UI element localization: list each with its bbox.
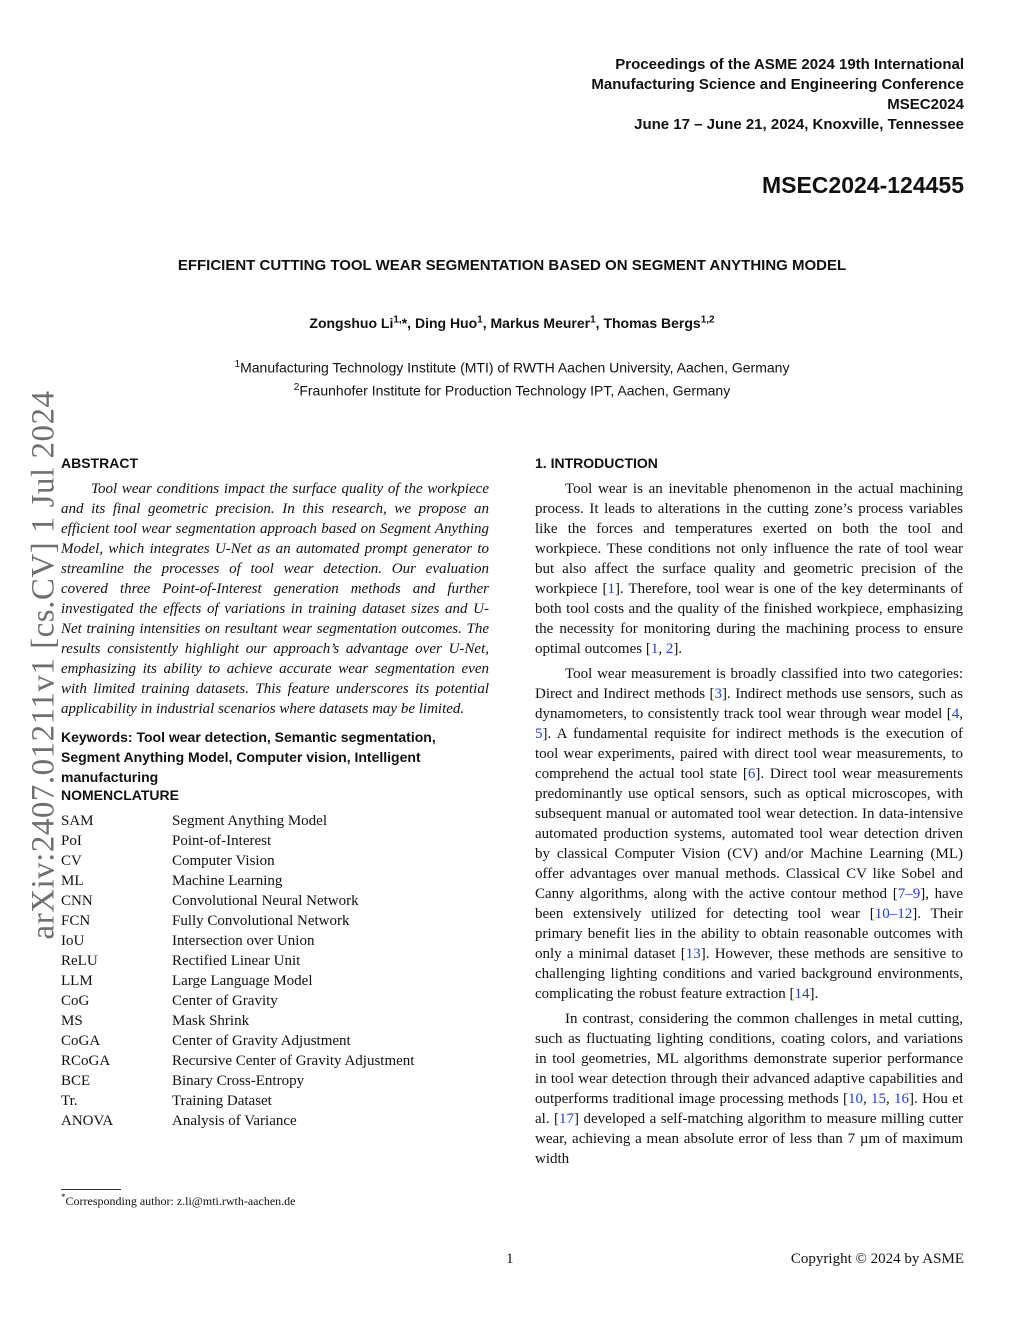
nomenclature-abbreviation: FCN — [61, 913, 91, 929]
nomenclature-row — [61, 851, 414, 871]
nomenclature-row — [61, 1031, 414, 1051]
nomenclature-definition: Center of Gravity Adjustment — [172, 1033, 351, 1049]
nomenclature-definition: Analysis of Variance — [172, 1113, 297, 1129]
paragraph-text: ], have been extensively utilized for detecting tool wear [ — [535, 886, 963, 922]
corresponding-author-footnote — [61, 1192, 296, 1209]
author-affiliation-mark: 1 — [590, 314, 596, 325]
introduction-paragraph — [535, 479, 963, 659]
nomenclature-row — [61, 971, 414, 991]
author-name: Markus Meurer — [490, 314, 591, 331]
author-affiliation-mark: 1 — [477, 314, 483, 325]
nomenclature-definition: Point-of-Interest — [172, 833, 272, 849]
paragraph-text: ]. — [673, 641, 683, 657]
nomenclature-row — [61, 991, 414, 1011]
nomenclature-heading: NOMENCLATURE — [61, 787, 179, 803]
citation-link[interactable]: 5 — [535, 726, 543, 742]
nomenclature-row — [61, 811, 414, 831]
paragraph-text: ]. Indirect methods use sensors, such as dynamometers, to consistently track tool wear through wear model [ — [535, 686, 963, 722]
paragraph-text: , — [959, 706, 963, 722]
paragraph-text: In contrast, considering the common challenges in metal cutting, such as fluctuating lighting conditions, coating colors, and variations in tool geometries, ML algorithms demonstrate superior performance in tool wear detection through their advanced adaptive capabilities and outperforms traditional image processing methods [ — [535, 1011, 963, 1107]
affiliation-list — [0, 355, 1024, 400]
author-affiliation-mark: 1, — [393, 314, 402, 325]
introduction-heading: 1. INTRODUCTION — [535, 455, 658, 471]
author — [309, 315, 415, 331]
paragraph-text: Tool wear measurement is broadly classified into two categories: Direct and Indirect methods [ — [535, 666, 963, 702]
nomenclature-definition: Large Language Model — [172, 973, 313, 989]
author — [603, 315, 714, 331]
proceedings-line: MSEC2024 — [887, 96, 964, 113]
affiliation-mark: 2 — [293, 381, 300, 393]
arxiv-id-text: arXiv:2407.01211v1 [cs.CV] 1 Jul 2024 — [25, 390, 62, 940]
paper-title: EFFICIENT CUTTING TOOL WEAR SEGMENTATION BASED ON SEGMENT ANYTHING MODEL — [177, 257, 847, 274]
citation-link[interactable]: 4 — [951, 706, 960, 722]
nomenclature-row — [61, 951, 414, 971]
nomenclature-definition: Intersection over Union — [172, 933, 315, 949]
author-name: Ding Huo — [414, 314, 478, 331]
author-name: Thomas Bergs — [603, 314, 701, 331]
author-affiliation-mark: 1,2 — [700, 314, 715, 325]
abstract-text: Tool wear conditions impact the surface quality of the workpiece and its final geometric precision. In this research, we propose an efficient tool wear segmentation approach based on Segment Anything Model, which integrates U-Net as an automated prompt generator to streamline the processes of tool wear detection. Our evaluation covered three Point-of-Interest generation methods and further investigated the effects of variations in training dataset sizes and U-Net training intensities on resultant wear segmentation outcomes. The results consistently highlight our approach’s advantage over U-Net, emphasizing its ability to achieve accurate wear segmentation even with limited training datasets. This feature underscores its potential applicability in industrial scenarios where datasets may be limited. — [61, 481, 489, 717]
nomenclature-abbreviation: CV — [61, 853, 82, 869]
affiliation-text: Manufacturing Technology Institute (MTI) of RWTH Aachen University, Aachen, Germany — [240, 359, 790, 376]
nomenclature-definition: Binary Cross-Entropy — [172, 1073, 305, 1089]
paragraph-text: ]. Hou et al. [ — [535, 1091, 964, 1127]
citation-link[interactable]: 2 — [665, 641, 674, 657]
nomenclature-row — [61, 931, 414, 951]
nomenclature-row — [61, 891, 414, 911]
nomenclature-abbreviation: CoGA — [61, 1033, 101, 1049]
nomenclature-row — [61, 1111, 414, 1131]
proceedings-header — [591, 55, 964, 135]
nomenclature-row — [61, 911, 414, 931]
nomenclature-definition: Fully Convolutional Network — [172, 913, 350, 929]
copyright-notice: Copyright © 2024 by ASME — [790, 1251, 964, 1267]
author-list — [0, 314, 1024, 331]
citation-link[interactable]: 1 — [607, 581, 615, 597]
nomenclature-abbreviation: PoI — [61, 833, 82, 849]
nomenclature-definition: Computer Vision — [172, 853, 275, 869]
nomenclature-table — [61, 811, 414, 1131]
paragraph-text: , — [658, 641, 666, 657]
nomenclature-definition: Segment Anything Model — [172, 813, 327, 829]
nomenclature-abbreviation: ML — [61, 873, 84, 889]
citation-link[interactable]: 7–9 — [897, 886, 921, 902]
nomenclature-abbreviation: LLM — [61, 973, 93, 989]
paragraph-text: ]. Direct tool wear measurements predominantly use optical sensors, such as optical microscopes, with subsequent manual or automated tool wear detection. In data-intensive automated production systems, automated tool wear detection driven by classical Computer Vision (CV) and/or Machine Learning (ML) offer advantages over manual methods. Classical CV like Sobel and Canny algorithms, along with the active contour method [ — [535, 766, 963, 902]
nomenclature-definition: Training Dataset — [172, 1093, 272, 1109]
paragraph-text: , — [886, 1091, 895, 1107]
author-separator: , — [595, 314, 604, 331]
nomenclature-abbreviation: Tr. — [61, 1093, 78, 1109]
nomenclature-definition: Rectified Linear Unit — [172, 953, 301, 969]
citation-link[interactable]: 6 — [747, 766, 756, 782]
abstract-heading: ABSTRACT — [61, 455, 138, 471]
nomenclature-definition: Mask Shrink — [172, 1013, 250, 1029]
paper-id: MSEC2024-124455 — [761, 172, 964, 198]
nomenclature-abbreviation: BCE — [61, 1073, 91, 1089]
paragraph-text: ] developed a self-matching algorithm to measure milling cutter wear, achieving a mean absolute error of less than 7 µm of maximum width — [535, 1111, 963, 1167]
citation-link[interactable]: 14 — [794, 986, 810, 1002]
citation-link[interactable]: 16 — [894, 1091, 910, 1107]
nomenclature-definition: Recursive Center of Gravity Adjustment — [172, 1053, 415, 1069]
paragraph-text: , — [862, 1091, 872, 1107]
page-number: 1 — [506, 1251, 514, 1267]
paragraph-text: ]. Therefore, tool wear is one of the key determinants of both tool costs and the quality of the finished workpiece, emphasizing the necessity for monitoring during the machining process to ensure optimal outcomes [ — [535, 581, 964, 657]
paragraph-text: ]. — [809, 986, 819, 1002]
left-column — [61, 455, 489, 1131]
nomenclature-abbreviation: RCoGA — [61, 1053, 111, 1069]
keywords: Keywords: Tool wear detection, Semantic segmentation, Segment Anything Model, Computer vision, Intelligent manufacturing — [61, 729, 436, 785]
nomenclature-abbreviation: MS — [61, 1013, 83, 1029]
nomenclature-definition: Machine Learning — [172, 873, 283, 889]
nomenclature-abbreviation: ReLU — [61, 953, 98, 969]
proceedings-line: Manufacturing Science and Engineering Conference — [591, 76, 964, 93]
nomenclature-definition: Convolutional Neural Network — [172, 893, 359, 909]
citation-link[interactable]: 17 — [559, 1111, 575, 1127]
nomenclature-abbreviation: CoG — [61, 993, 90, 1009]
proceedings-line: Proceedings of the ASME 2024 19th International — [615, 56, 964, 73]
affiliation-mark: 1 — [234, 359, 241, 370]
paragraph-text: ]. Their primary benefit lies in the ability to obtain reasonable outcomes with only a minimal dataset [ — [535, 906, 963, 962]
nomenclature-row — [61, 871, 414, 891]
author-separator: , — [482, 314, 491, 331]
nomenclature-row — [61, 1051, 414, 1071]
author-separator: , — [407, 314, 415, 331]
nomenclature-abbreviation: ANOVA — [61, 1113, 114, 1129]
footnote-divider — [61, 1189, 121, 1190]
nomenclature-row — [61, 1091, 414, 1111]
nomenclature-row — [61, 831, 414, 851]
introduction-body — [535, 479, 963, 1169]
nomenclature-row — [61, 1011, 414, 1031]
footnote-text: Corresponding author: z.li@mti.rwth-aachen.de — [65, 1194, 296, 1208]
citation-link[interactable]: 10 — [847, 1091, 863, 1107]
paragraph-text: ]. However, these methods are sensitive to challenging lighting conditions and varied background environments, complicating the robust feature extraction [ — [535, 946, 963, 1002]
introduction-paragraph — [535, 1009, 963, 1169]
citation-link[interactable]: 10–12 — [874, 906, 913, 922]
affiliation — [0, 355, 1024, 378]
affiliation-text: Fraunhofer Institute for Production Technology IPT, Aachen, Germany — [299, 382, 731, 399]
nomenclature-abbreviation: IoU — [61, 933, 85, 949]
citation-link[interactable]: 3 — [714, 686, 723, 702]
right-column — [535, 455, 963, 1174]
footnote-mark: * — [61, 1192, 66, 1202]
nomenclature-abbreviation: SAM — [61, 813, 94, 829]
author — [415, 315, 491, 331]
affiliation — [0, 378, 1024, 401]
introduction-paragraph — [535, 664, 963, 1004]
citation-link[interactable]: 13 — [685, 946, 701, 962]
nomenclature-abbreviation: CNN — [61, 893, 93, 909]
author-name: Zongshuo Li — [309, 314, 394, 331]
nomenclature-row — [61, 1071, 414, 1091]
citation-link[interactable]: 15 — [871, 1091, 887, 1107]
proceedings-line: June 17 – June 21, 2024, Knoxville, Tennessee — [634, 116, 964, 133]
author — [491, 315, 604, 331]
citation-link[interactable]: 1 — [650, 641, 659, 657]
corresponding-mark: * — [401, 314, 408, 331]
paragraph-text: Tool wear is an inevitable phenomenon in the actual machining process. It leads to alterations in the cutting zone’s process variables like the forces and temperatures exerted on both the tool and workpiece. These conditions not only influence the rate of tool wear but also affect the surface quality and geometric precision of the workpiece [ — [535, 481, 963, 597]
nomenclature-definition: Center of Gravity — [172, 993, 278, 1009]
paragraph-text: ]. A fundamental requisite for indirect methods is the execution of tool wear experiments, paired with direct tool wear measurements, to comprehend the actual tool state [ — [535, 726, 963, 782]
